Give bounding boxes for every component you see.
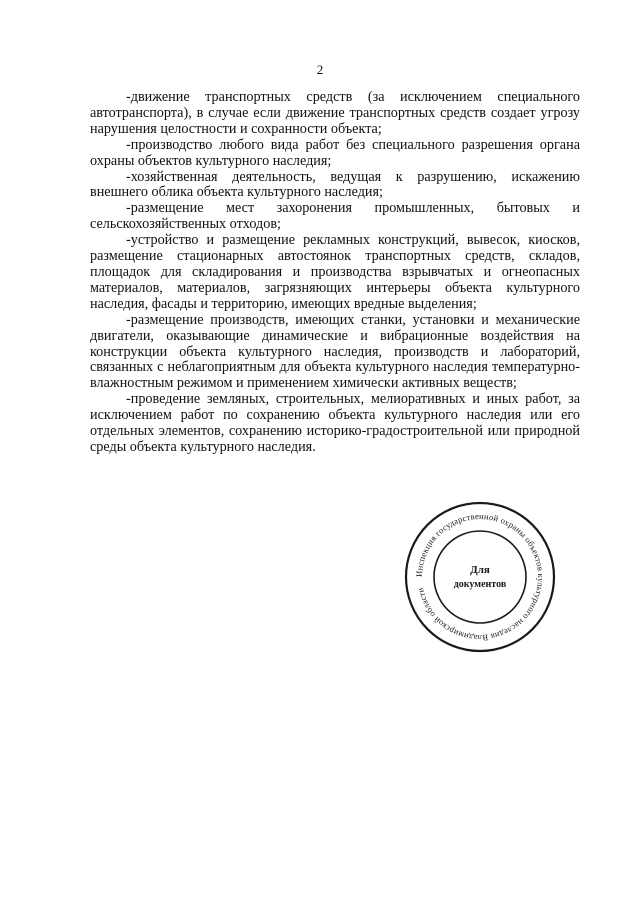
list-item: -движение транспортных средств (за исключением специального автотранспорта), в случае если движение транспортных средств создает угрозу нарушения целостности и сохранности объекта; <box>90 89 580 137</box>
list-item: -проведение земляных, строительных, мелиоративных и иных работ, за исключением работ по сохранению объекта культурного наследия или его отдельных элементов, сохранению историко-градостроительной или природной среды объекта культурного наследия. <box>90 391 580 455</box>
list-item: -размещение мест захоронения промышленных, бытовых и сельскохозяйственных отходов; <box>90 200 580 233</box>
official-stamp <box>400 497 560 657</box>
stamp-inner-ring <box>434 531 526 623</box>
stamp-center-line-1: Для <box>470 564 490 576</box>
document-body <box>90 90 580 456</box>
list-item: -размещение производств, имеющих станки, установки и механические двигатели, оказывающие динамические и вибрационные воздействия на конструкции объекта культурного наследия, производств и лабораторий, связанных с неблагоприятным для объекта культурного наследия температурно-влажностным режимом и применением химически активных веществ; <box>90 311 580 392</box>
stamp-outer-ring <box>406 503 554 651</box>
stamp-center-line-2: документов <box>453 579 507 590</box>
list-item: -хозяйственная деятельность, ведущая к разрушению, искажению внешнего облика объекта культурного наследия; <box>90 168 580 201</box>
list-item: -производство любого вида работ без специального разрешения органа охраны объектов культурного наследия; <box>90 136 580 169</box>
list-item: -устройство и размещение рекламных конструкций, вывесок, киосков, размещение стационарных автостоянок транспортных средств, складов, площадок для складирования и производства взрывчатых и огнеопасных материалов, материалов, загрязняющих интерьеры объекта культурного наследия, фасады и территорию, имеющих вредные выделения; <box>90 232 580 312</box>
page-number: 2 <box>316 62 324 77</box>
stamp-ring-text: Инспекция государственной охраны объектов культурного наследия Владимирской области <box>413 510 547 644</box>
stamp-seal-icon <box>400 497 560 657</box>
